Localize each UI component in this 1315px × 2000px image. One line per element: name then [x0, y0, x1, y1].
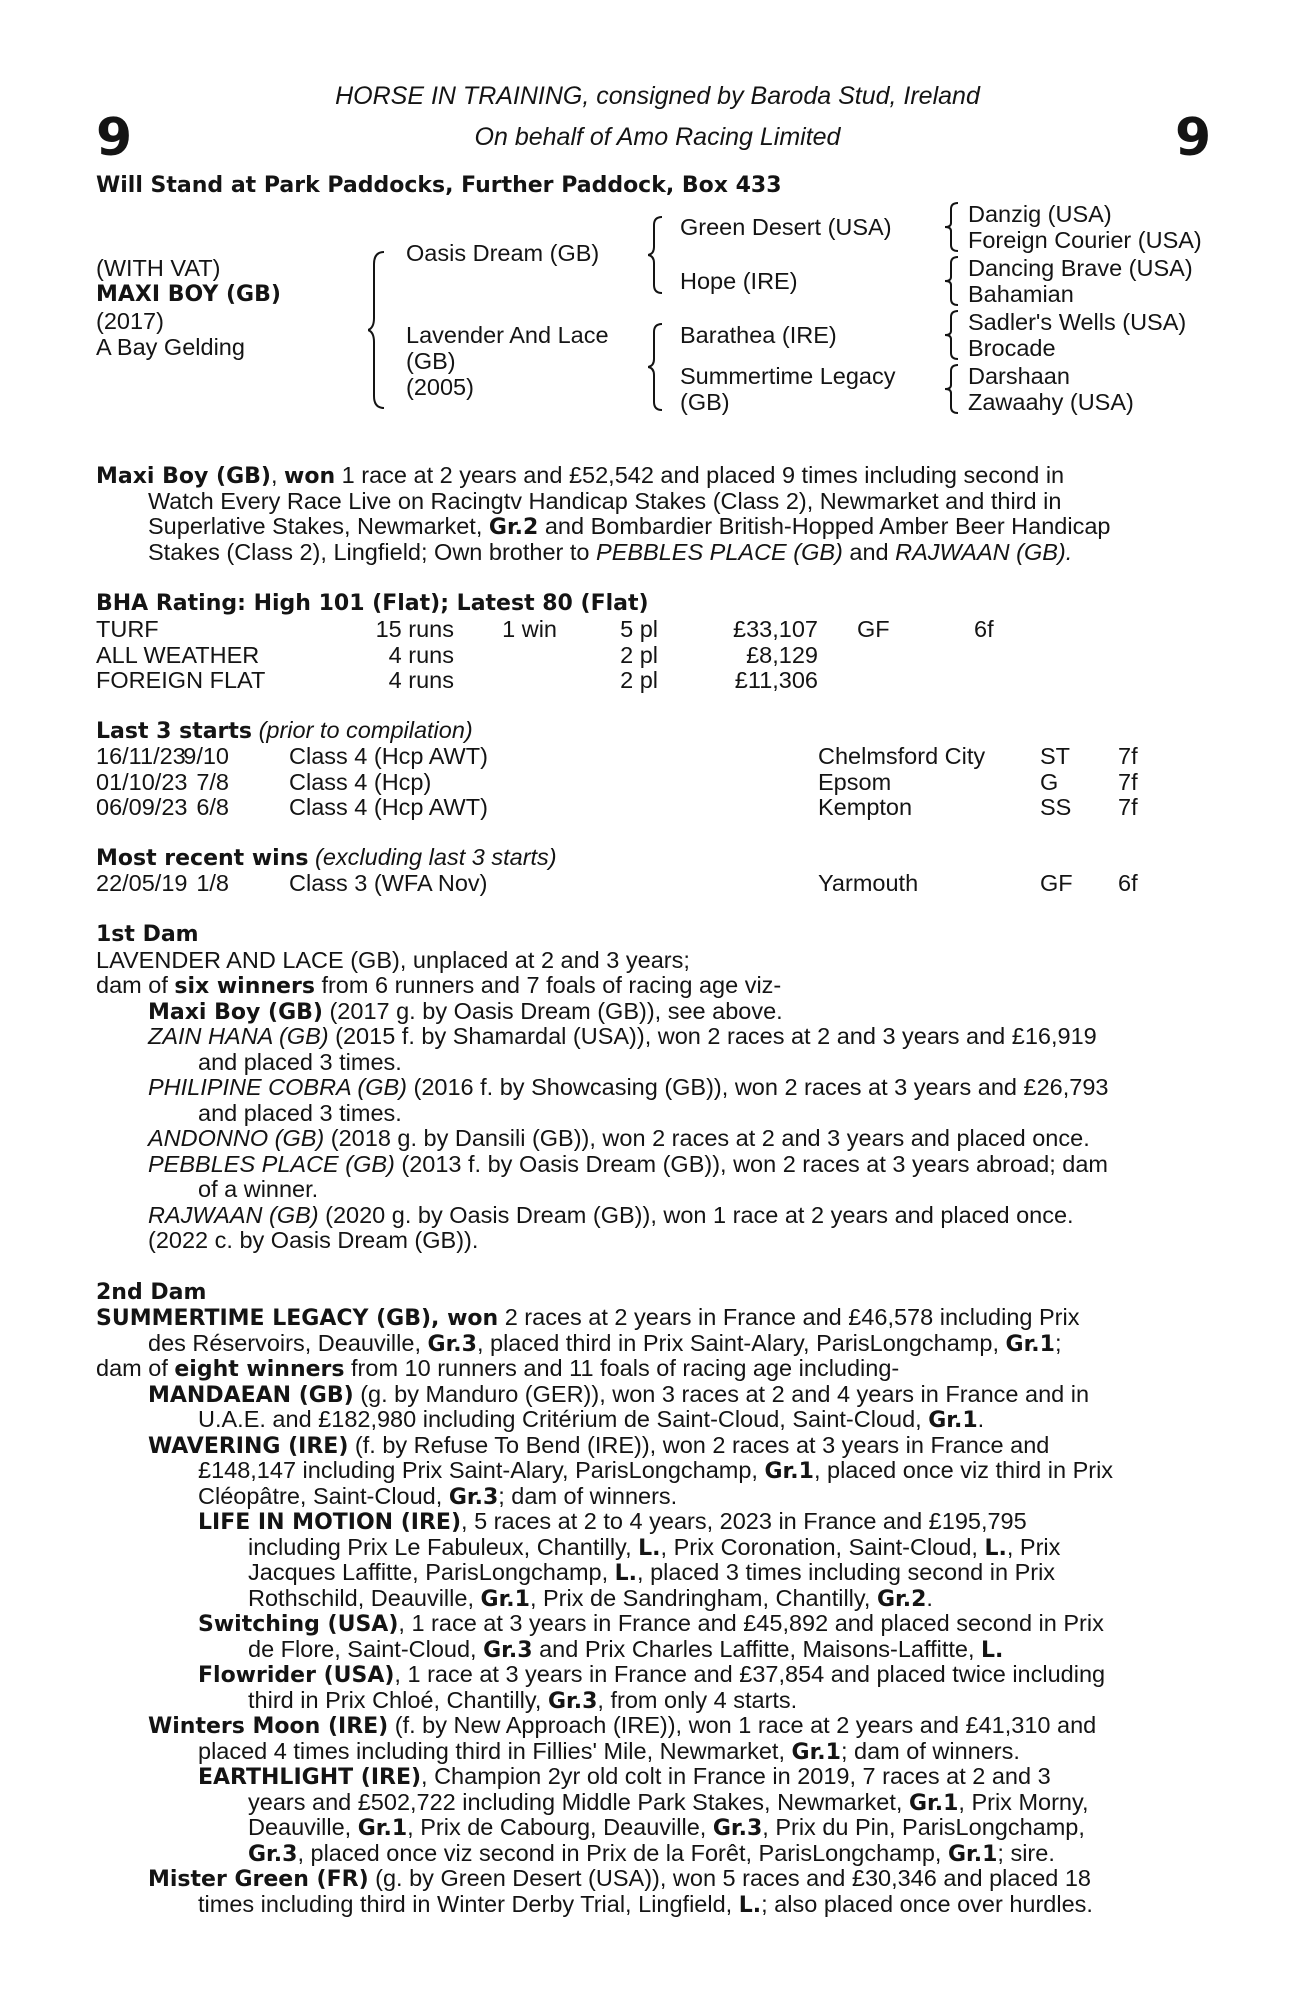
ancestor-g3-6: Brocade: [968, 335, 1056, 361]
dam-name-line1: Lavender And Lace: [406, 322, 609, 348]
t: times including third in Winter Derby Trial, Lingfield,: [198, 1891, 733, 1917]
t: , Prix de Cabourg, Deauville,: [407, 1814, 707, 1840]
t: U.A.E. and £182,980 including Critérium de Saint-Cloud, Saint-Cloud,: [198, 1406, 922, 1432]
last3-title: Last 3 starts: [96, 719, 253, 744]
grade: Gr.1: [357, 1816, 408, 1841]
dam2-line-1: [96, 1305, 1079, 1332]
t: , Prix du Pin, ParisLongchamp,: [762, 1814, 1085, 1840]
t: (g. by Manduro (GER)), won 3 races at 2 and 4 years in France and in: [360, 1381, 1090, 1407]
last3-row-cell: 6/8: [196, 794, 229, 820]
t: , Prix de Sandringham, Chantilly,: [529, 1585, 871, 1611]
produce-name: PHILIPINE COBRA (GB): [148, 1074, 407, 1100]
wavering-line-2: [198, 1458, 1113, 1485]
last3-heading: [96, 718, 473, 745]
produce-name: PEBBLES PLACE (GB): [148, 1151, 395, 1177]
last3-row-cell: Chelmsford City: [818, 743, 986, 769]
t: .: [926, 1585, 933, 1611]
flowrider-line-1: [198, 1662, 1105, 1689]
t: , Prix: [1006, 1534, 1061, 1560]
grade: L.: [638, 1536, 661, 1561]
winters-moon-line-1: [148, 1713, 1096, 1740]
recent-title: Most recent wins: [96, 846, 309, 871]
last3-row-cell: 7/8: [196, 768, 229, 795]
pedigree-brace-2b: [648, 322, 666, 412]
dam1-produce-3-cont: and placed 3 times.: [198, 1100, 402, 1126]
produce-name: Switching (USA): [198, 1612, 399, 1637]
summary-horse-name: Maxi Boy (GB): [96, 464, 271, 489]
t: , Champion 2yr old colt in France in 2019, 7 races at 2 and 3: [421, 1763, 1051, 1789]
ancestor-g3-7: Darshaan: [968, 363, 1070, 389]
produce-name: RAJWAAN (GB): [148, 1202, 319, 1228]
t: years and £502,722 including Middle Park Stakes, Newmarket,: [248, 1789, 903, 1815]
owner-line: On behalf of Amo Racing Limited: [474, 123, 841, 151]
grade: Gr.1: [1005, 1332, 1055, 1357]
t: ;: [1054, 1330, 1062, 1356]
dam1-l2a: dam of: [96, 972, 168, 998]
t: placed 4 times including third in Fillies' Mile, Newmarket,: [198, 1738, 785, 1764]
ancestor-g3-5: Sadler's Wells (USA): [968, 309, 1187, 335]
produce-name: Maxi Boy (GB): [148, 1000, 323, 1025]
last3-row-cell: Epsom: [818, 768, 892, 795]
dam-name-line3: (2005): [406, 374, 474, 400]
t: and Prix Charles Laffitte, Maisons-Laffitte,: [539, 1636, 975, 1662]
life-in-motion-line-1: [198, 1509, 1027, 1536]
summary-l4b: and: [849, 539, 889, 565]
granddam-dam-side-line1: Summertime Legacy: [680, 363, 896, 389]
dam2-winners-count: eight winners: [174, 1357, 345, 1382]
t: ; dam of winners.: [498, 1483, 678, 1509]
consignor-line: HORSE IN TRAINING, consigned by Baroda Stud, Ireland: [335, 82, 980, 110]
grade: L.: [738, 1893, 762, 1918]
last3-row-cell: Class 4 (Hcp AWT): [289, 743, 488, 769]
grade: Gr.2: [876, 1587, 927, 1612]
grade: Gr.3: [547, 1689, 598, 1714]
horse-year: (2017): [96, 308, 164, 334]
rating-row-cell: £8,129: [746, 641, 818, 668]
produce-text: (2016 f. by Showcasing (GB)), won 2 races at 3 years and £26,793: [413, 1074, 1109, 1100]
produce-text: (2018 g. by Dansili (GB)), won 2 races at 2 and 3 years and placed once.: [330, 1125, 1090, 1151]
produce-name: EARTHLIGHT (IRE): [198, 1765, 422, 1790]
produce-text: (2017 g. by Oasis Dream (GB)), see above.: [329, 998, 783, 1024]
last3-row-cell: 9/10: [183, 743, 229, 769]
dam1-produce-6: [148, 1203, 1074, 1229]
produce-name: Mister Green (FR): [148, 1867, 369, 1892]
dam1-produce-3: [148, 1075, 1108, 1101]
t: , 5 races at 2 to 4 years, 2023 in France and £195,795: [461, 1508, 1027, 1534]
grade: L.: [981, 1638, 1004, 1663]
mister-green-line-1: [148, 1866, 1091, 1893]
summary-line-1: Maxi Boy (GB), won 1 race at 2 years and £52,542 and placed 9 times including second in: [96, 462, 1065, 489]
t: (f. by Refuse To Bend (IRE)), won 2 races at 3 years in France and: [354, 1432, 1050, 1458]
rating-row-cell: FOREIGN FLAT: [96, 667, 266, 693]
t: , Prix Morny,: [958, 1789, 1089, 1815]
switching-line-2: [248, 1637, 1003, 1664]
dam1-produce-4: [148, 1126, 1090, 1152]
recent-row-cell: Class 3 (WFA Nov): [289, 870, 488, 896]
dam2-line-2: [148, 1331, 1061, 1358]
rating-row-cell: £33,107: [733, 616, 818, 642]
t: , placed 3 times including second in Prix: [637, 1559, 1056, 1585]
earthlight-line-4: [248, 1841, 1055, 1868]
t: , 1 race at 3 years in France and £37,854 and placed twice including: [394, 1661, 1106, 1687]
dam1-winners-count: six winners: [174, 974, 315, 999]
last3-row-cell: 06/09/23: [96, 794, 188, 820]
rating-row-cell: 4 runs: [388, 641, 454, 668]
grade: Gr.3: [448, 1485, 499, 1510]
produce-name: WAVERING (IRE): [148, 1434, 349, 1459]
lot-number-left: 9: [96, 108, 133, 168]
recent-note: (excluding last 3 starts): [315, 844, 557, 870]
grade: Gr.3: [712, 1816, 763, 1841]
lot-number-right: 9: [1175, 108, 1212, 168]
wavering-line-3: [198, 1484, 677, 1511]
rating-row-cell: 6f: [974, 616, 994, 642]
dam1-produce-5-cont: of a winner.: [198, 1176, 319, 1202]
last3-row-cell: Kempton: [818, 794, 913, 820]
summary-l3a: Superlative Stakes, Newmarket,: [148, 513, 483, 539]
last3-row-cell: Class 4 (Hcp AWT): [289, 794, 488, 820]
rating-row-cell: 4 runs: [388, 667, 454, 693]
last3-row-cell: Class 4 (Hcp): [289, 768, 432, 795]
wavering-line-1: [148, 1433, 1049, 1460]
rating-row-cell: 1 win: [502, 616, 557, 642]
earthlight-line-3: [248, 1815, 1085, 1842]
grade: Gr.1: [791, 1740, 841, 1765]
mandaean-line-1: [148, 1382, 1089, 1409]
t: dam of: [96, 1355, 168, 1381]
dam1-line-1: LAVENDER AND LACE (GB), unplaced at 2 and 3 years;: [96, 947, 690, 973]
dam1-produce-7: (2022 c. by Oasis Dream (GB)).: [148, 1227, 479, 1253]
pedigree-brace-3a: [945, 201, 961, 253]
flowrider-line-2: [248, 1688, 797, 1715]
produce-name: LIFE IN MOTION (IRE): [198, 1510, 462, 1535]
dam1-line-2: [96, 973, 781, 1000]
last3-row-cell: 7f: [1118, 743, 1138, 769]
granddam-dam-side-line2: (GB): [680, 389, 730, 415]
produce-name: Flowrider (USA): [198, 1663, 395, 1688]
pedigree-brace-3d: [945, 363, 961, 415]
t: de Flore, Saint-Cloud,: [248, 1636, 477, 1662]
dam1-produce-5: [148, 1152, 1108, 1178]
recent-heading: [96, 845, 557, 872]
rating-row-cell: 5 pl: [620, 616, 658, 642]
ancestor-g3-2: Foreign Courier (USA): [968, 227, 1202, 253]
grade: L.: [614, 1561, 638, 1586]
grade: Gr.1: [480, 1587, 530, 1612]
recent-row-cell: 22/05/19: [96, 870, 188, 896]
dam1-produce-1: [148, 999, 783, 1026]
summary-l3b: and Bombardier British-Hopped Amber Beer Handicap: [544, 513, 1111, 539]
t: , Prix Coronation, Saint-Cloud,: [660, 1534, 978, 1560]
dam2-text: 2 races at 2 years in France and £46,578 including Prix: [504, 1304, 1080, 1330]
dam1-produce-2: [148, 1024, 1097, 1050]
grade: Gr.3: [483, 1638, 533, 1663]
rating-row-cell: ALL WEATHER: [96, 641, 260, 668]
t: , placed third in Prix Saint-Alary, ParisLongchamp,: [476, 1330, 999, 1356]
produce-text: (2015 f. by Shamardal (USA)), won 2 races at 2 and 3 years and £16,919: [335, 1023, 1097, 1049]
t: Cléopâtre, Saint-Cloud,: [198, 1483, 443, 1509]
dam2-title: 2nd Dam: [96, 1280, 207, 1305]
summary-grade: Gr.2: [488, 515, 539, 540]
earthlight-line-2: [248, 1790, 1089, 1817]
life-in-motion-line-2: [248, 1535, 1060, 1562]
recent-row-cell: GF: [1040, 870, 1073, 896]
grade: Gr.1: [764, 1459, 814, 1484]
t: des Réservoirs, Deauville,: [148, 1330, 421, 1356]
produce-text: (2020 g. by Oasis Dream (GB)), won 1 race at 2 years and placed once.: [325, 1202, 1074, 1228]
summary-won: won: [284, 464, 336, 489]
grade: Gr.1: [947, 1842, 998, 1867]
produce-text: (2013 f. by Oasis Dream (GB)), won 2 races at 3 years abroad; dam: [401, 1151, 1108, 1177]
dam2-name: SUMMERTIME LEGACY (GB), won: [96, 1306, 499, 1331]
last3-row-cell: 7f: [1118, 794, 1138, 820]
produce-name: ANDONNO (GB): [148, 1125, 325, 1151]
summary-sibling-2: RAJWAAN (GB).: [895, 539, 1073, 565]
last3-row-cell: 01/10/23: [96, 768, 188, 795]
rating-row-cell: 15 runs: [375, 616, 454, 642]
t: including Prix Le Fabuleux, Chantilly,: [248, 1534, 632, 1560]
grade: Gr.3: [427, 1332, 477, 1357]
rating-row-cell: 2 pl: [620, 641, 658, 668]
t: ; sire.: [997, 1840, 1055, 1866]
t: , placed once viz second in Prix de la Forêt, ParisLongchamp,: [297, 1840, 942, 1866]
pedigree-brace-3c: [945, 309, 961, 361]
t: Deauville,: [248, 1814, 352, 1840]
ancestor-g3-3: Dancing Brave (USA): [968, 255, 1193, 281]
vat-note: (WITH VAT): [96, 255, 221, 281]
t: , placed once viz third in Prix: [813, 1457, 1114, 1483]
recent-row-cell: 6f: [1118, 870, 1138, 896]
t: (g. by Green Desert (USA)), won 5 races and £30,346 and placed 18: [375, 1865, 1091, 1891]
summary-text: 1 race at 2 years and £52,542 and placed 9 times including second in: [341, 462, 1065, 488]
summary-l4a: Stakes (Class 2), Lingfield; Own brother to: [148, 539, 590, 565]
rating-row-cell: GF: [857, 616, 890, 642]
dam1-produce-2-cont: and placed 3 times.: [198, 1049, 402, 1075]
produce-name: Winters Moon (IRE): [148, 1714, 389, 1739]
bha-rating-title: BHA Rating: High 101 (Flat); Latest 80 (Flat): [96, 591, 649, 616]
horse-name: MAXI BOY (GB): [96, 282, 281, 307]
dam1-l2c: from 6 runners and 7 foals of racing age viz-: [321, 972, 782, 998]
mandaean-line-2: [198, 1407, 984, 1434]
last3-row-cell: ST: [1040, 743, 1071, 769]
grade: Gr.1: [908, 1791, 959, 1816]
grade: L.: [984, 1536, 1007, 1561]
last3-row-cell: SS: [1040, 794, 1072, 820]
horse-description: A Bay Gelding: [96, 334, 245, 360]
produce-name: ZAIN HANA (GB): [148, 1023, 329, 1049]
t: (f. by New Approach (IRE)), won 1 race at 2 years and £41,310 and: [394, 1712, 1097, 1738]
t: , 1 race at 3 years in France and £45,892 and placed second in Prix: [398, 1610, 1104, 1636]
last3-note: (prior to compilation): [258, 717, 473, 743]
summary-line-3: [148, 514, 1110, 541]
recent-row-cell: 1/8: [196, 870, 229, 896]
t: third in Prix Chloé, Chantilly,: [248, 1687, 542, 1713]
grandsire-sire-side: Green Desert (USA): [680, 214, 892, 240]
earthlight-line-1: [198, 1764, 1051, 1791]
granddam-sire-side: Hope (IRE): [680, 268, 798, 294]
rating-row-cell: £11,306: [734, 667, 818, 693]
pedigree-brace-3b: [945, 255, 961, 307]
rating-row-cell: 2 pl: [620, 667, 658, 693]
last3-row-cell: 7f: [1118, 768, 1138, 795]
t: from 10 runners and 11 foals of racing age including-: [351, 1355, 900, 1381]
pedigree-brace-2a: [648, 215, 666, 295]
dam1-title: 1st Dam: [96, 922, 199, 947]
t: ; also placed once over hurdles.: [761, 1891, 1093, 1917]
t: Jacques Laffitte, ParisLongchamp,: [248, 1559, 609, 1585]
mister-green-line-2: [198, 1892, 1093, 1919]
winters-moon-line-2: [198, 1739, 1020, 1766]
last3-row-cell: 16/11/23: [96, 743, 186, 769]
switching-line-1: [198, 1611, 1104, 1638]
t: Rothschild, Deauville,: [248, 1585, 474, 1611]
recent-row-cell: Yarmouth: [818, 870, 919, 896]
grade: Gr.1: [928, 1408, 978, 1433]
t: , from only 4 starts.: [597, 1687, 798, 1713]
summary-line-4: [148, 540, 1072, 566]
sire-name: Oasis Dream (GB): [406, 240, 600, 266]
summary-sibling-1: PEBBLES PLACE (GB): [596, 539, 843, 565]
rating-row-cell: TURF: [96, 616, 159, 642]
ancestor-g3-4: Bahamian: [968, 281, 1074, 307]
t: £148,147 including Prix Saint-Alary, ParisLongchamp,: [198, 1457, 758, 1483]
last3-row-cell: G: [1040, 768, 1059, 795]
ancestor-g3-8: Zawaahy (USA): [968, 389, 1134, 415]
ancestor-g3-1: Danzig (USA): [968, 201, 1112, 227]
dam2-line-3: [96, 1356, 899, 1383]
life-in-motion-line-3: [248, 1560, 1055, 1587]
life-in-motion-line-4: [248, 1586, 933, 1613]
t: ; dam of winners.: [840, 1738, 1020, 1764]
grade: Gr.3: [248, 1842, 298, 1867]
summary-line-2: Watch Every Race Live on Racingtv Handicap Stakes (Class 2), Newmarket and third in: [148, 488, 1062, 514]
produce-name: MANDAEAN (GB): [148, 1383, 354, 1408]
dam-name-line2: (GB): [406, 348, 456, 374]
grandsire-dam-side: Barathea (IRE): [680, 322, 837, 348]
t: .: [977, 1406, 985, 1432]
stand-location: Will Stand at Park Paddocks, Further Paddock, Box 433: [96, 173, 782, 198]
pedigree-brace-1: [368, 250, 388, 410]
